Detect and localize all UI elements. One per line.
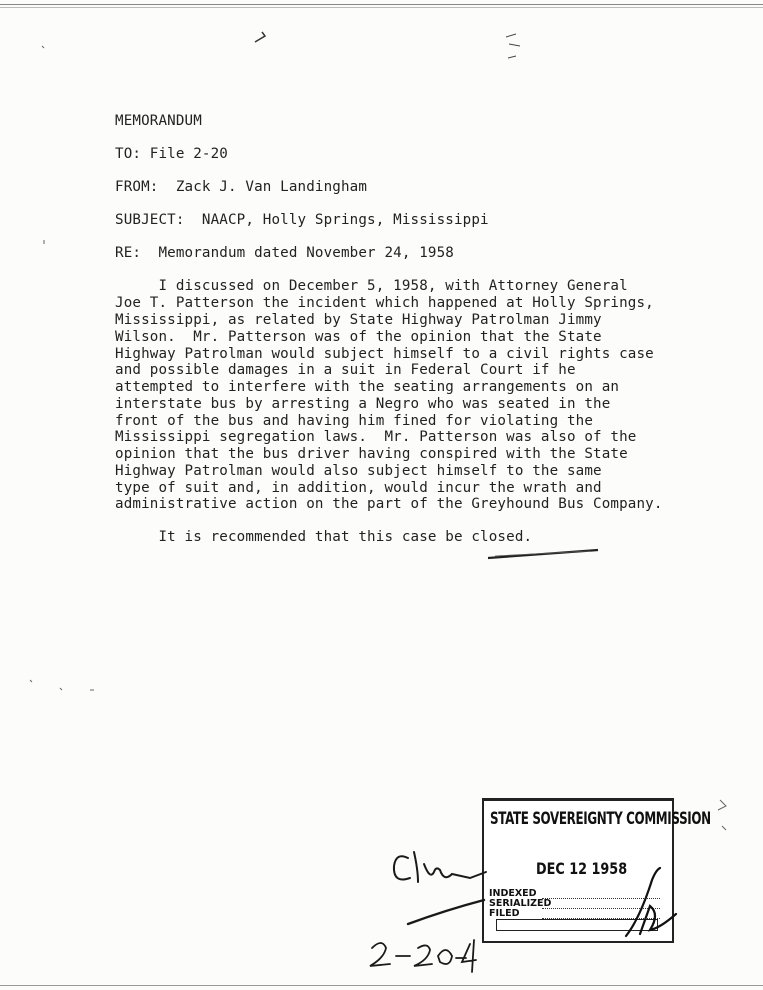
memo-body-line: Highway Patrolman would also subject himself to the same (115, 463, 602, 479)
memo-re: RE: Memorandum dated November 24, 1958 (115, 245, 454, 261)
memo-body-line: Wilson. Mr. Patterson was of the opinion that the State (115, 329, 602, 345)
memo-body-line: front of the bus and having him fined for violating the (115, 413, 594, 429)
memo-from: FROM: Zack J. Van Landingham (115, 179, 368, 195)
handwritten-stroke (408, 900, 484, 924)
memo-to: TO: File 2-20 (115, 146, 228, 162)
memo-body-line: interstate bus by arresting a Negro who was seated in the (115, 396, 611, 412)
scan-speck (30, 46, 726, 830)
memo-body-line: Mississippi, as related by State Highway Patrolman Jimmy (115, 312, 602, 328)
stamp-filed: FILED (489, 908, 520, 919)
memo-body-line: administrative action on the part of the Greyhound Bus Company. (115, 496, 663, 512)
stamp-date: DEC 12 1958 (536, 859, 628, 878)
memo-body-line: type of suit and, in addition, would incur the wrath and (115, 480, 602, 496)
scan-speck (506, 34, 520, 58)
memo-body-line: attempted to interfere with the seating arrangements on an (115, 379, 620, 395)
memo-body-line: Joe T. Patterson the incident which happened at Holly Springs, (115, 295, 654, 311)
memo-body-line: Mississippi segregation laws. Mr. Patterson was also of the (115, 429, 637, 445)
handwritten-underline (495, 551, 590, 556)
stamp-title: STATE SOVEREIGNTY COMMISSION (490, 809, 711, 829)
memo-body-line: I discussed on December 5, 1958, with Attorney General (115, 278, 628, 294)
handwritten-close (394, 852, 486, 882)
stamp-indexed: INDEXED (489, 888, 537, 899)
memo-heading: MEMORANDUM (115, 113, 202, 129)
handwritten-initials (626, 868, 676, 936)
handwritten-file-number (370, 940, 476, 972)
memo-body-line: and possible damages in a suit in Federal Court if he (115, 362, 576, 378)
stamp-serialized: SERIALIZED (489, 898, 552, 909)
scan-speck (255, 32, 265, 42)
memo-body-line: opinion that the bus driver having conspired with the State (115, 446, 628, 462)
memo-subject: SUBJECT: NAACP, Holly Springs, Mississippi (115, 212, 489, 228)
memo-body-line: Highway Patrolman would subject himself to a civil rights case (115, 346, 654, 362)
memo-closing: It is recommended that this case be closed. (115, 529, 533, 545)
